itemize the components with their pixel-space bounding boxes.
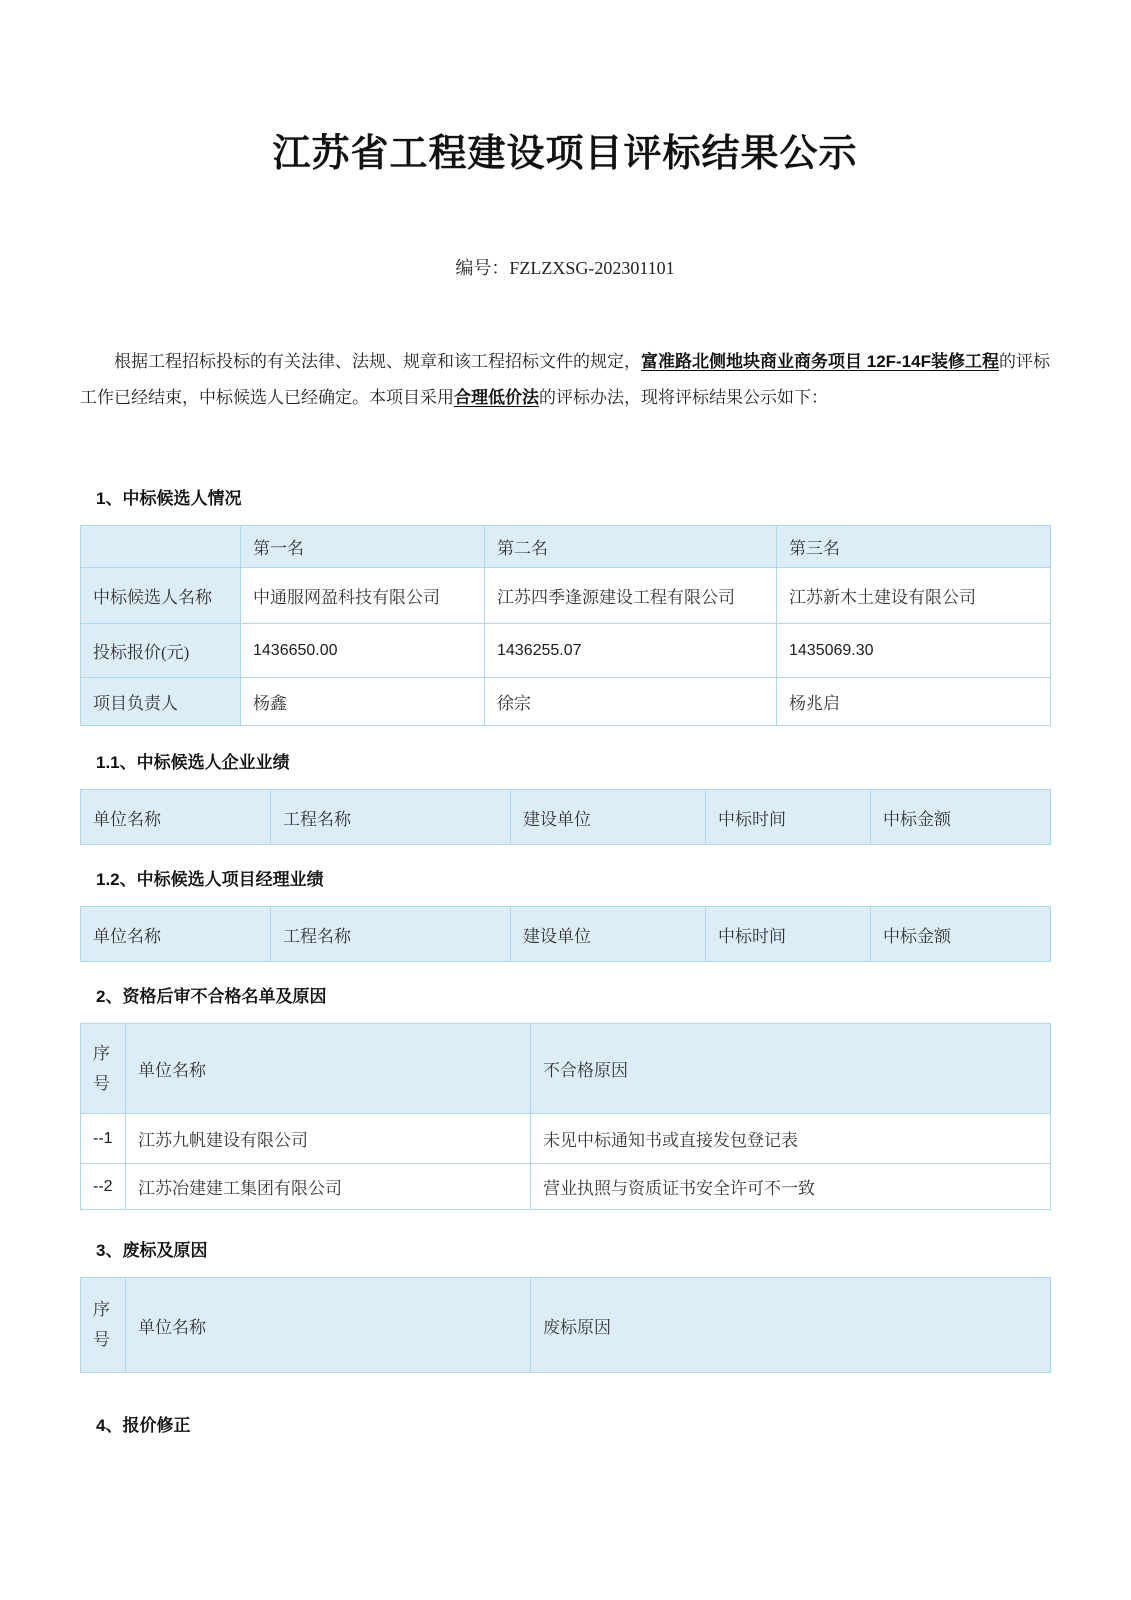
header-cell-seq: 序号 [81, 1024, 126, 1114]
section-2-heading: 2、资格后审不合格名单及原因 [96, 987, 327, 1006]
intro-paragraph [80, 344, 1050, 416]
header-cell-rank2: 第二名 [485, 526, 777, 568]
doc-number [80, 256, 1050, 280]
header-cell: 中标时间 [706, 790, 871, 845]
header-cell: 不合格原因 [531, 1024, 1051, 1114]
disqualified-row [81, 1164, 1051, 1210]
manager-performance-table [80, 906, 1051, 962]
header-cell: 废标原因 [531, 1278, 1051, 1373]
data-cell: 1436255.07 [485, 624, 777, 678]
section-4-heading: 4、报价修正 [96, 1416, 191, 1435]
header-cell: 单位名称 [126, 1278, 531, 1373]
data-cell: 1436650.00 [241, 624, 485, 678]
reason-cell: 未见中标通知书或直接发包登记表 [531, 1114, 1051, 1164]
disqualified-table [80, 1023, 1051, 1210]
header-cell: 单位名称 [81, 907, 271, 962]
section-1-heading: 1、中标候选人情况 [96, 489, 242, 508]
header-cell: 单位名称 [81, 790, 271, 845]
intro-part3: 的评标办法，现将评标结果公示如下： [539, 388, 828, 407]
reason-cell: 营业执照与资质证书安全许可不一致 [531, 1164, 1051, 1210]
header-cell: 单位名称 [126, 1024, 531, 1114]
header-cell: 建设单位 [511, 790, 706, 845]
header-cell: 中标金额 [871, 907, 1051, 962]
data-cell: 中通服网盈科技有限公司 [241, 568, 485, 624]
project-manager-row [81, 678, 1051, 726]
rejected-table [80, 1277, 1051, 1373]
section-1-2-heading: 1.2、中标候选人项目经理业绩 [96, 870, 324, 889]
header-cell: 建设单位 [511, 907, 706, 962]
project-name: 富准路北侧地块商业商务项目 12F-14F装修工程 [641, 352, 999, 371]
header-cell-rank3: 第三名 [777, 526, 1051, 568]
header-cell: 工程名称 [271, 790, 511, 845]
data-cell: 江苏四季逢源建设工程有限公司 [485, 568, 777, 624]
intro-part2: 的评标工作已经结束，中标候选人已经确定。本项目采用 [80, 352, 1051, 407]
disqualified-row [81, 1114, 1051, 1164]
doc-number-value: FZLZXSG-202301101 [509, 258, 675, 278]
header-cell-rank1: 第一名 [241, 526, 485, 568]
section-3-heading: 3、废标及原因 [96, 1241, 208, 1260]
section-1-1-heading: 1.1、中标候选人企业业绩 [96, 753, 290, 772]
intro-part1: 根据工程招标投标的有关法律、法规、规章和该工程招标文件的规定， [114, 352, 642, 371]
header-cell-seq: 序号 [81, 1278, 126, 1373]
row-label: 中标候选人名称 [81, 568, 241, 624]
row-label: 投标报价(元) [81, 624, 241, 678]
bid-price-row [81, 624, 1051, 678]
table-header-row [81, 1024, 1051, 1114]
evaluation-method: 合理低价法 [454, 388, 539, 407]
data-cell: 徐宗 [485, 678, 777, 726]
table-header-row [81, 1278, 1051, 1373]
row-label: 项目负责人 [81, 678, 241, 726]
header-cell: 工程名称 [271, 907, 511, 962]
table-header-row [81, 790, 1051, 845]
table-header-row [81, 526, 1051, 568]
data-cell: 1435069.30 [777, 624, 1051, 678]
header-cell [81, 526, 241, 568]
company-cell: 江苏冶建建工集团有限公司 [126, 1164, 531, 1210]
doc-number-label: 编号： [455, 258, 510, 278]
data-cell: 杨兆启 [777, 678, 1051, 726]
seq-cell: --2 [81, 1164, 126, 1210]
header-cell: 中标金额 [871, 790, 1051, 845]
company-cell: 江苏九帆建设有限公司 [126, 1114, 531, 1164]
seq-cell: --1 [81, 1114, 126, 1164]
data-cell: 杨鑫 [241, 678, 485, 726]
candidates-table [80, 525, 1051, 726]
enterprise-performance-table [80, 789, 1051, 845]
table-header-row [81, 907, 1051, 962]
candidate-name-row [81, 568, 1051, 624]
data-cell: 江苏新木土建设有限公司 [777, 568, 1051, 624]
header-cell: 中标时间 [706, 907, 871, 962]
page-title: 江苏省工程建设项目评标结果公示 [272, 133, 858, 175]
